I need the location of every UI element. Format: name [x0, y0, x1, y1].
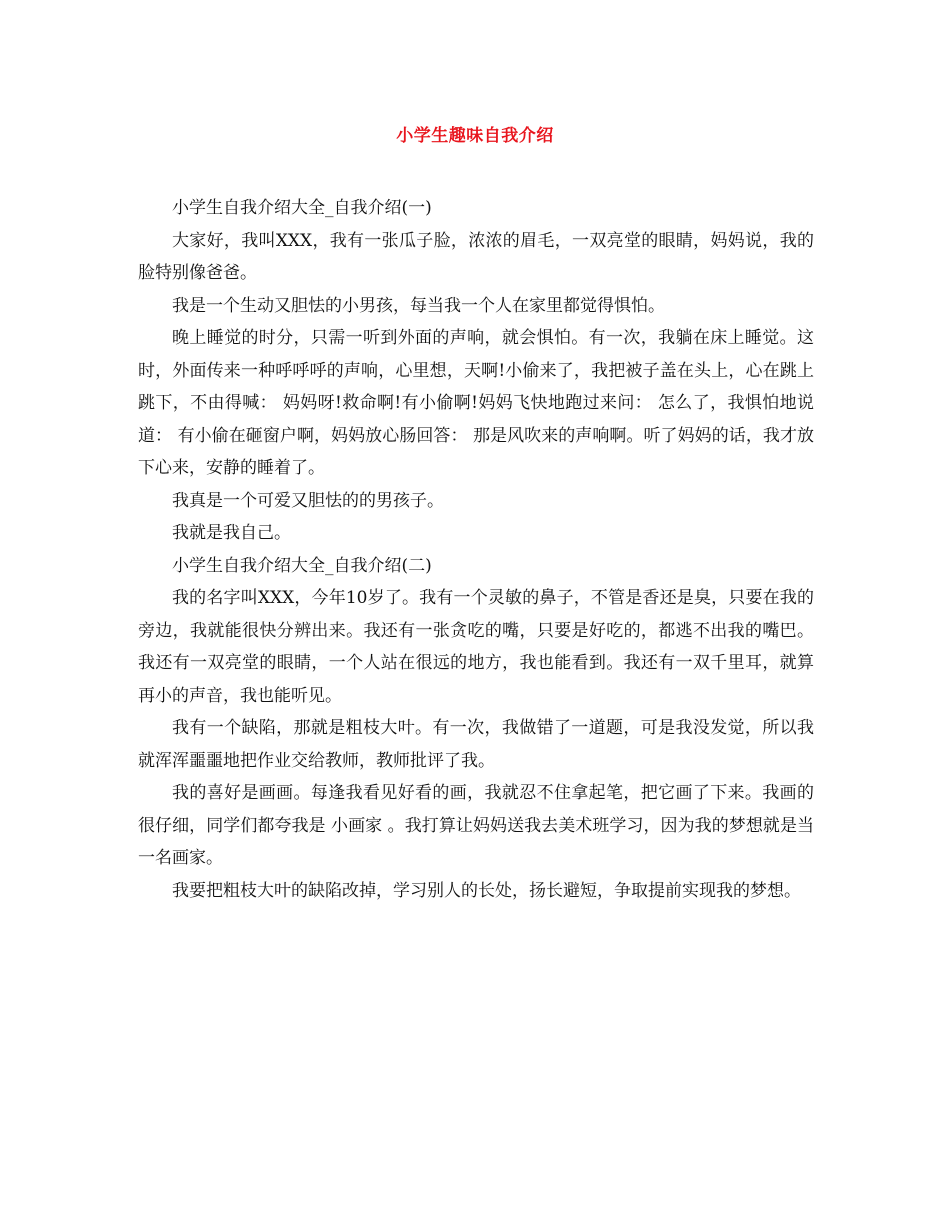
paragraph: 晚上睡觉的时分，只需一听到外面的声响，就会惧怕。有一次，我躺在床上睡觉。这时，外面传来一种呼呼呼的声响，心里想，天啊!小偷来了，我把被子盖在头上，心在跳上跳下，不由得喊： 妈妈呀!救命啊!有小偷啊!妈妈飞快地跑过来问： 怎么了，我惧怕地说道： 有小偷在砸窗户啊，妈妈放心肠回答： 那是风吹来的声响啊。听了妈妈的话，我才放下心来，安静的睡着了。 — [138, 328, 814, 478]
document-title: 小学生趣味自我介绍 — [396, 126, 554, 146]
document-body — [138, 192, 814, 907]
paragraph: 我要把粗枝大叶的缺陷改掉，学习别人的长处，扬长避短，争取提前实现我的梦想。 — [172, 880, 801, 901]
paragraph: 我是一个生动又胆怯的小男孩，每当我一个人在家里都觉得惧怕。 — [172, 295, 665, 316]
section-heading-2: 小学生自我介绍大全_自我介绍(二) — [172, 555, 432, 576]
paragraph: 我的喜好是画画。每逢我看见好看的画，我就忍不住拿起笔，把它画了下来。我画的很仔细，同学们都夸我是 小画家 。我打算让妈妈送我去美术班学习，因为我的梦想就是当一名画家。 — [138, 783, 814, 868]
paragraph: 我有一个缺陷，那就是粗枝大叶。有一次，我做错了一道题，可是我没发觉，所以我就浑浑噩噩地把作业交给教师，教师批评了我。 — [138, 718, 814, 771]
paragraph: 大家好，我叫XXX，我有一张瓜子脸，浓浓的眉毛，一双亮堂的眼睛，妈妈说，我的脸特别像爸爸。 — [138, 230, 814, 283]
section-heading-1: 小学生自我介绍大全_自我介绍(一) — [172, 198, 432, 218]
paragraph: 我的名字叫XXX，今年10岁了。我有一个灵敏的鼻子，不管是香还是臭，只要在我的旁边，我就能很快分辨出来。我还有一张贪吃的嘴，只要是好吃的，都逃不出我的嘴巴。我还有一双亮堂的眼睛，一个人站在很远的地方，我也能看到。我还有一双千里耳，就算再小的声音，我也能听见。 — [138, 588, 814, 706]
paragraph: 我就是我自己。 — [172, 523, 291, 543]
paragraph: 我真是一个可爱又胆怯的的男孩子。 — [172, 490, 444, 511]
